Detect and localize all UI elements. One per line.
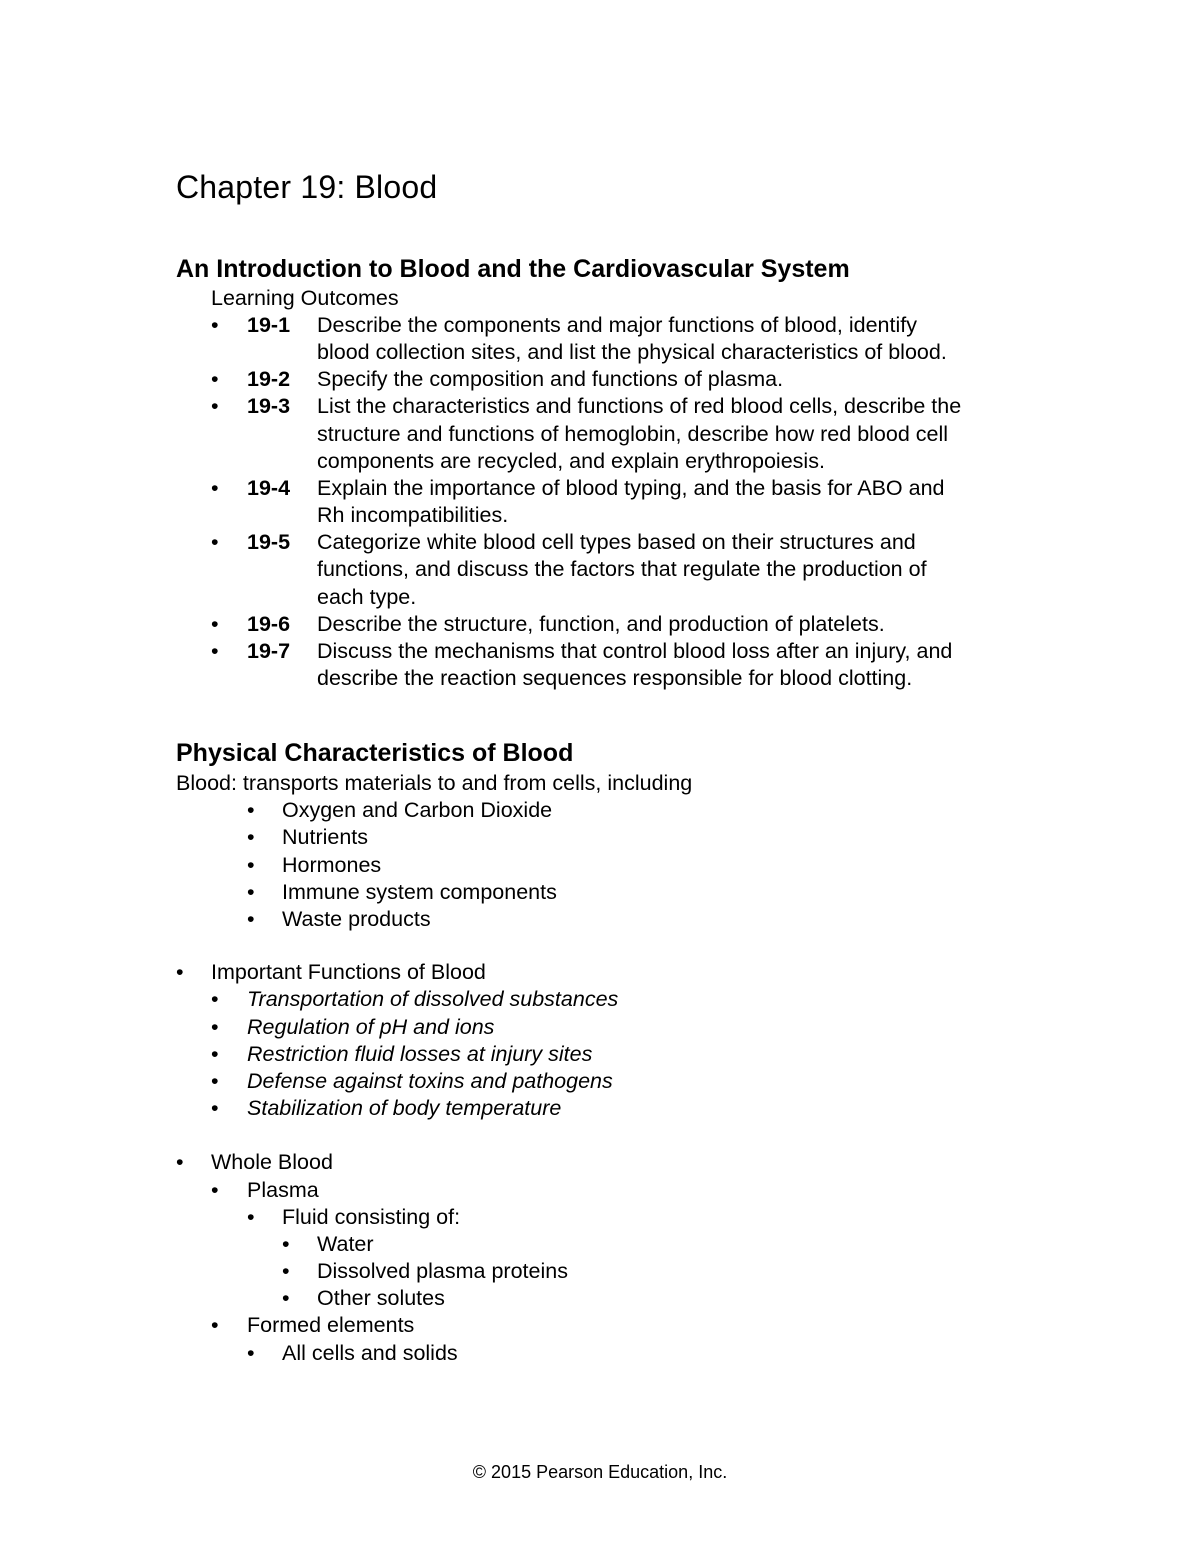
bullet-icon: •	[176, 1150, 184, 1174]
outcome-text: Explain the importance of blood typing, and the basis for ABO and	[317, 476, 945, 500]
bullet-icon: •	[211, 476, 219, 500]
bullet-icon: •	[247, 853, 255, 877]
outcome-code: 19-3	[247, 394, 291, 418]
outcome-text: blood collection sites, and list the physical characteristics of blood.	[317, 340, 947, 364]
fluid-component: Water	[317, 1232, 374, 1256]
list-item: Waste products	[282, 907, 431, 931]
whole-blood-title: Whole Blood	[211, 1150, 333, 1174]
bullet-icon: •	[211, 987, 219, 1011]
bullet-icon: •	[247, 880, 255, 904]
plasma-item: Plasma	[247, 1178, 319, 1202]
outcome-text: describe the reaction sequences responsible for blood clotting.	[317, 666, 913, 690]
outcome-text: functions, and discuss the factors that regulate the production of	[317, 557, 927, 581]
bullet-icon: •	[211, 612, 219, 636]
bullet-icon: •	[211, 1042, 219, 1066]
section-heading-introduction: An Introduction to Blood and the Cardiovascular System	[176, 255, 850, 283]
outcome-text: Describe the structure, function, and production of platelets.	[317, 612, 885, 636]
bullet-icon: •	[211, 1069, 219, 1093]
bullet-icon: •	[211, 1313, 219, 1337]
list-item: Hormones	[282, 853, 382, 877]
bullet-icon: •	[211, 1178, 219, 1202]
outcome-text: each type.	[317, 585, 417, 609]
section-heading-physical-characteristics: Physical Characteristics of Blood	[176, 739, 574, 767]
copyright-footer: © 2015 Pearson Education, Inc.	[472, 1462, 728, 1482]
outcome-code: 19-4	[247, 476, 291, 500]
outcome-code: 19-2	[247, 367, 291, 391]
bullet-icon: •	[211, 394, 219, 418]
outcome-text: components are recycled, and explain erythropoiesis.	[317, 449, 825, 473]
function-item: Transportation of dissolved substances	[247, 987, 619, 1011]
list-item: Immune system components	[282, 880, 557, 904]
list-item: Oxygen and Carbon Dioxide	[282, 798, 553, 822]
bullet-icon: •	[247, 798, 255, 822]
bullet-icon: •	[211, 1015, 219, 1039]
outcome-text: Rh incompatibilities.	[317, 503, 509, 527]
bullet-icon: •	[247, 1205, 255, 1229]
outcome-code: 19-6	[247, 612, 291, 636]
list-item: Nutrients	[282, 825, 369, 849]
outcome-text: Describe the components and major functions of blood, identify	[317, 313, 917, 337]
function-item: Stabilization of body temperature	[247, 1096, 562, 1120]
bullet-icon: •	[211, 367, 219, 391]
outcome-code: 19-1	[247, 313, 291, 337]
outcome-text: Discuss the mechanisms that control blood loss after an injury, and	[317, 639, 953, 663]
outcome-code: 19-7	[247, 639, 291, 663]
bullet-icon: •	[211, 639, 219, 663]
chapter-title: Chapter 19: Blood	[176, 169, 438, 205]
bullet-icon: •	[282, 1259, 290, 1283]
bullet-icon: •	[247, 825, 255, 849]
function-item: Defense against toxins and pathogens	[247, 1069, 613, 1093]
bullet-icon: •	[282, 1286, 290, 1310]
bullet-icon: •	[211, 1096, 219, 1120]
bullet-icon: •	[247, 1341, 255, 1365]
outcome-text: List the characteristics and functions of red blood cells, describe the	[317, 394, 962, 418]
formed-component: All cells and solids	[282, 1341, 458, 1365]
functions-title: Important Functions of Blood	[211, 960, 486, 984]
fluid-component: Other solutes	[317, 1286, 445, 1310]
bullet-icon: •	[211, 530, 219, 554]
function-item: Regulation of pH and ions	[247, 1015, 495, 1039]
blood-intro-text: Blood: transports materials to and from cells, including	[176, 771, 693, 795]
fluid-item: Fluid consisting of:	[282, 1205, 461, 1229]
bullet-icon: •	[176, 960, 184, 984]
learning-outcomes-label: Learning Outcomes	[211, 286, 399, 310]
function-item: Restriction fluid losses at injury sites	[247, 1042, 593, 1066]
outcome-code: 19-5	[247, 530, 291, 554]
formed-elements-item: Formed elements	[247, 1313, 415, 1337]
fluid-component: Dissolved plasma proteins	[317, 1259, 568, 1283]
bullet-icon: •	[247, 907, 255, 931]
bullet-icon: •	[282, 1232, 290, 1256]
outcome-text: structure and functions of hemoglobin, describe how red blood cell	[317, 422, 949, 446]
outcome-text: Categorize white blood cell types based on their structures and	[317, 530, 916, 554]
bullet-icon: •	[211, 313, 219, 337]
outcome-text: Specify the composition and functions of plasma.	[317, 367, 784, 391]
